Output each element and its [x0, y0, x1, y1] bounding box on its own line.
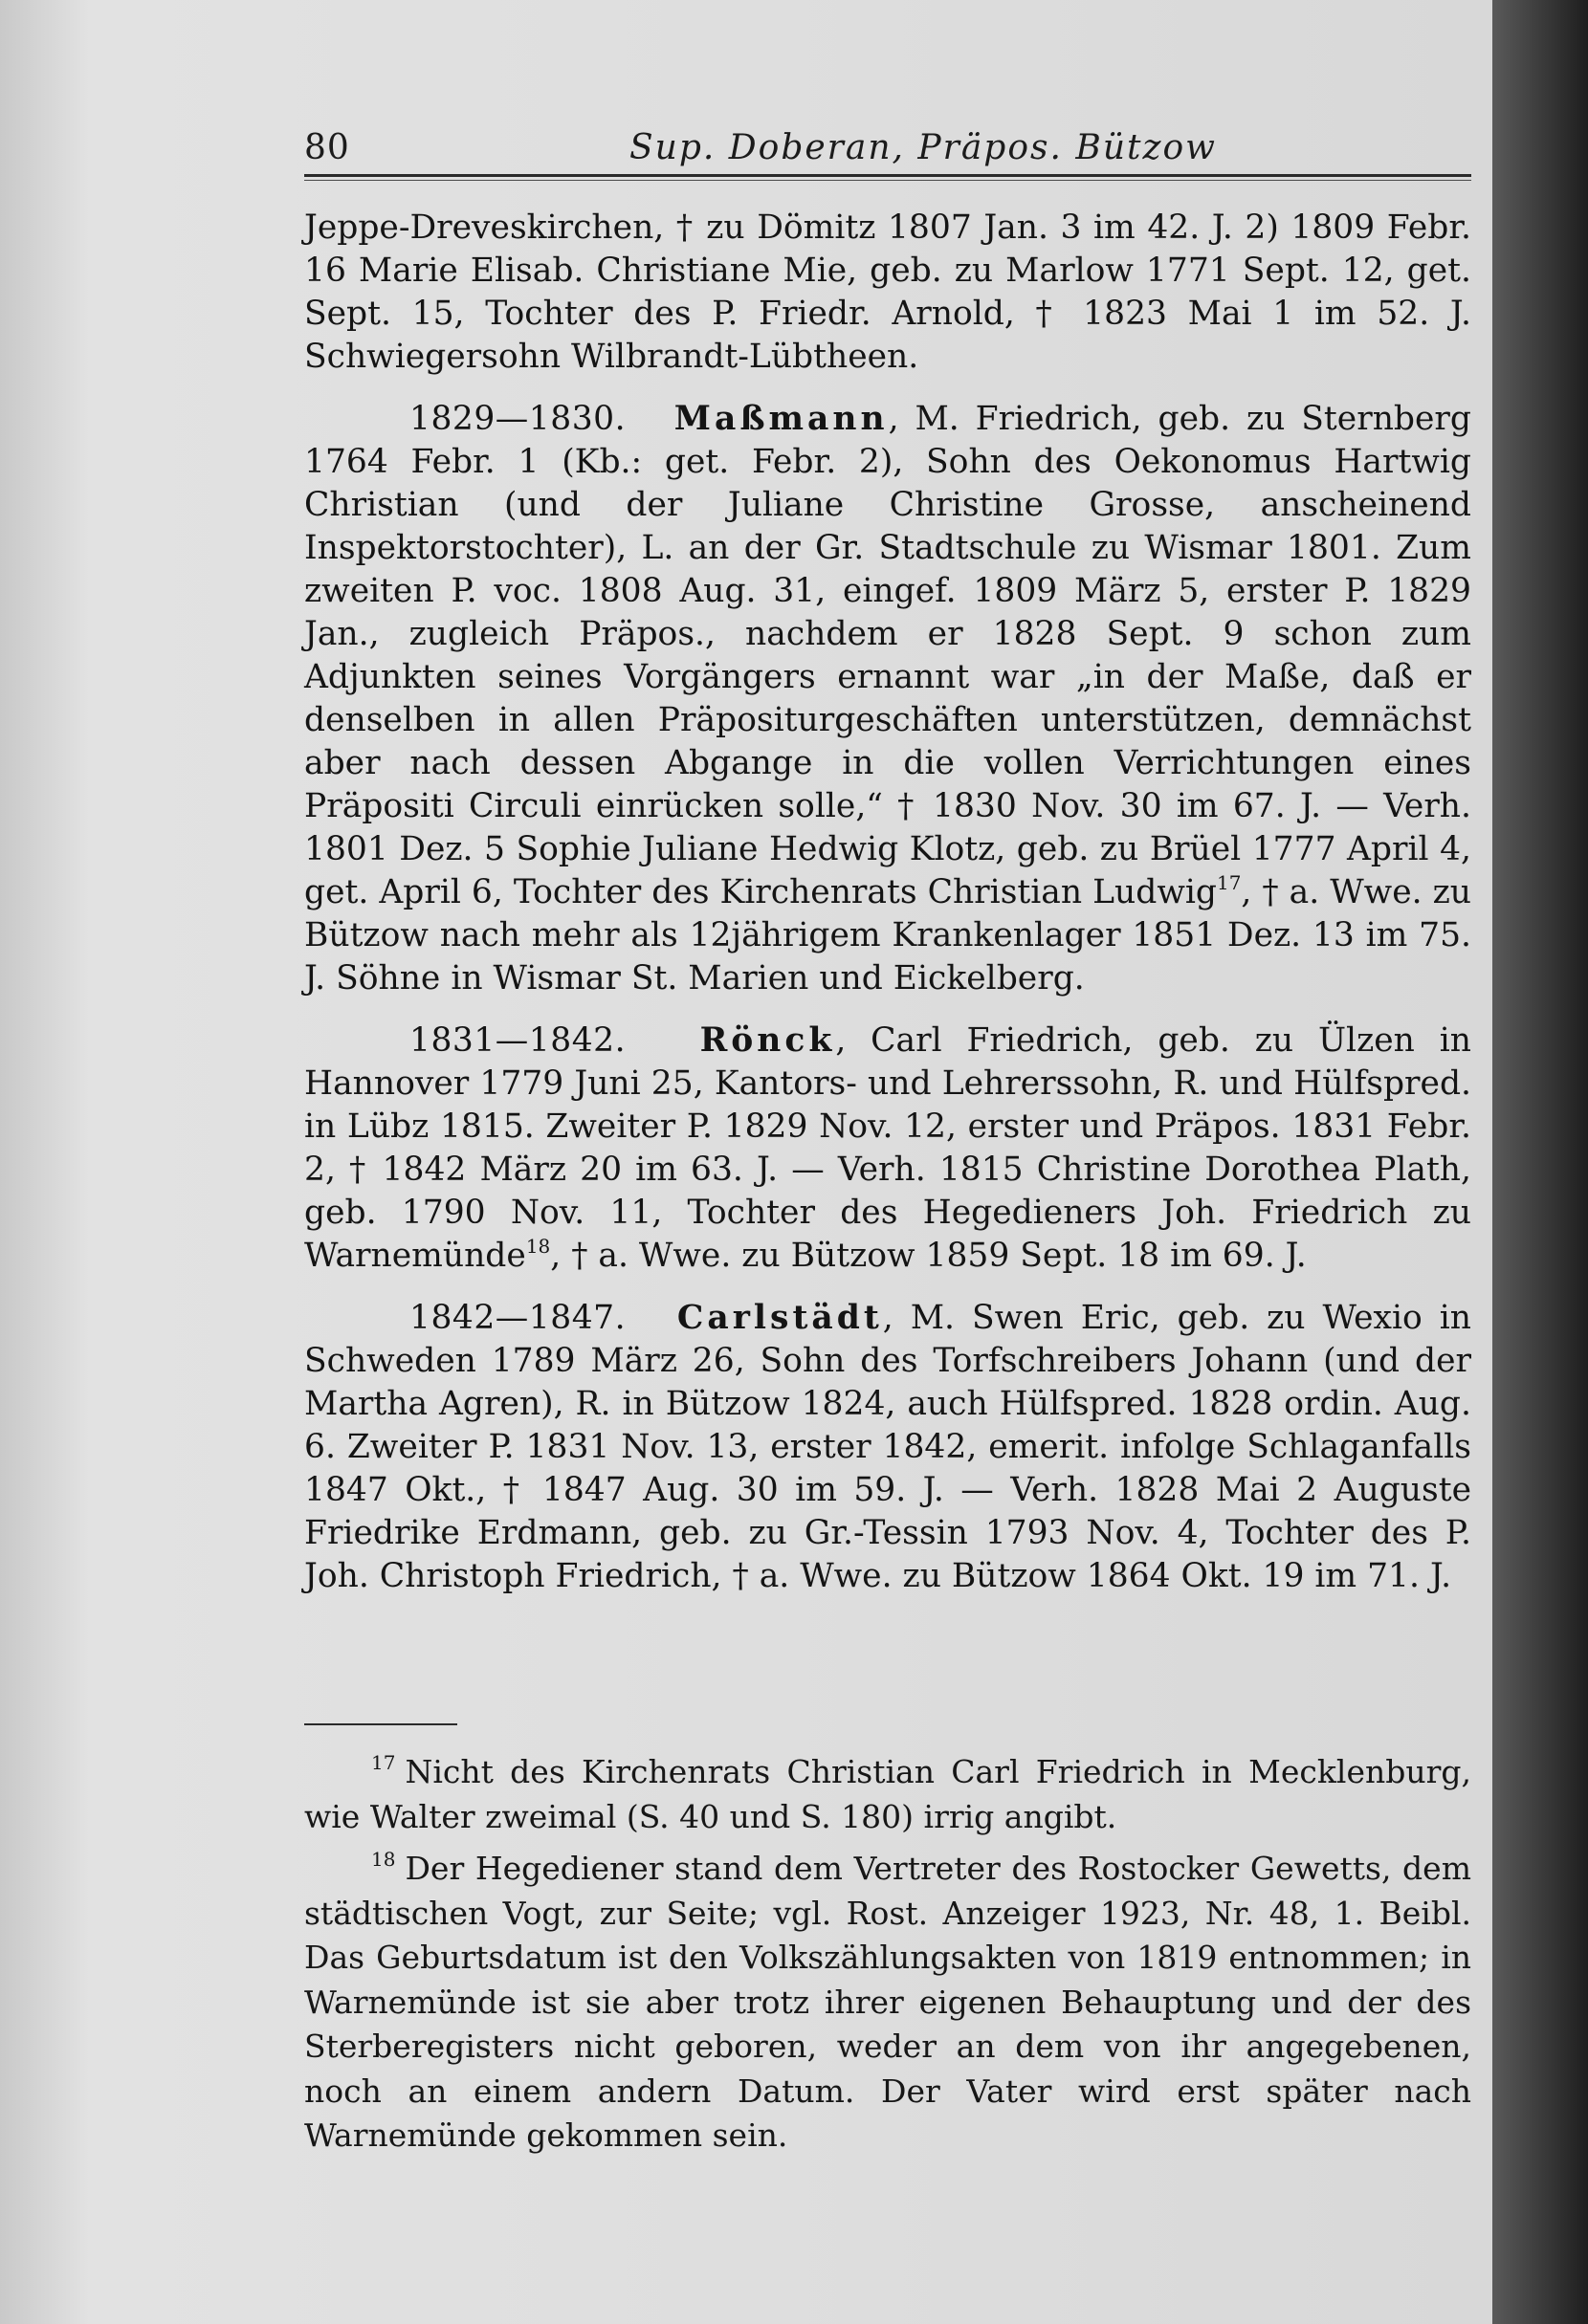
- entry-name: Rönck: [699, 1021, 836, 1060]
- main-text: [304, 207, 1471, 1598]
- continuation-paragraph: Jeppe-Dreveskirchen, † zu Dömitz 1807 Jan. 3 im 42. J. 2) 1809 Febr. 16 Marie Elisab. Christiane Mie, geb. zu Marlow 1771 Sept. 12, get. Sept. 15, Tochter des P. Friedr. Arnold, † 1823 Mai 1 im 52. J. Schwiegersohn Wilbrandt-Lübtheen.: [304, 208, 1471, 376]
- page-number: 80: [304, 128, 350, 167]
- footnote-17: [304, 1750, 1471, 1839]
- entry-years: 1831—1842.: [409, 1021, 627, 1060]
- footnotes: [304, 1750, 1471, 2166]
- entry-years: 1842—1847.: [409, 1299, 627, 1337]
- entry-years: 1829—1830.: [409, 400, 627, 438]
- footnote-18: [304, 1847, 1471, 2159]
- footnote-rule: [304, 1723, 457, 1725]
- running-title: Sup. Doberan, Präpos. Bützow: [629, 128, 1217, 167]
- entry-carlstaedt: [304, 1297, 1471, 1598]
- entry-text-continued: , † a. Wwe. zu Bützow nach mehr als 12jährigem Krankenlager 1851 Dez. 13 im 75. J. Söhne in Wismar St. Marien und Eickelberg.: [304, 873, 1471, 998]
- header-rule: [304, 174, 1471, 177]
- page-header: [304, 124, 1471, 172]
- entry-text: , M. Friedrich, geb. zu Sternberg 1764 Febr. 1 (Kb.: get. Febr. 2), Sohn des Oekonomus Hartwig Christian (und der Juliane Christine Grosse, anscheinend Inspektorstochter), L. an der Gr. Stadtschule zu Wismar 1801. Zum zweiten P. voc. 1808 Aug. 31, eingef. 1809 März 5, erster P. 1829 Jan., zugleich Präpos., nachdem er 1828 Sept. 9 schon zum Adjunkten seines Vorgängers ernannt war „in der Maße, daß er denselben in allen Präpositurgeschäften unterstützen, demnächst aber nach dessen Abgange in die vollen Verrichtungen eines Präpositi Circuli einrücken solle,“ † 1830 Nov. 30 im 67. J. — Verh. 1801 Dez. 5 Sophie Juliane Hedwig Klotz, geb. zu Brüel 1777 April 4, get. April 6, Tochter des Kirchenrats Christian Ludwig: [304, 400, 1472, 911]
- entry-text: , Carl Friedrich, geb. zu Ülzen in Hannover 1779 Juni 25, Kantors- und Lehrerssohn, R. und Hülfspred. in Lübz 1815. Zweiter P. 1829 Nov. 12, erster und Präpos. 1831 Febr. 2, † 1842 März 20 im 63. J. — Verh. 1815 Christine Dorothea Plath, geb. 1790 Nov. 11, Tochter des Hegedieners Joh. Friedrich zu Warnemünde: [304, 1021, 1471, 1275]
- entry-roenck: [304, 1019, 1471, 1278]
- footnote-reference: 17: [1216, 871, 1242, 894]
- entry-text-continued: , † a. Wwe. zu Bützow 1859 Sept. 18 im 69. J.: [550, 1237, 1307, 1275]
- footnote-text: Der Hegediener stand dem Vertreter des Rostocker Gewetts, dem städtischen Vogt, zur Seite; vgl. Rost. Anzeiger 1923, Nr. 48, 1. Beibl. Das Geburtsdatum ist den Volkszählungsakten von 1819 entnommen; in Warnemünde ist sie aber trotz ihrer eigenen Behauptung und der des Sterberegisters nicht geboren, weder an dem von ihr angegebenen, noch an einem andern Datum. Der Vater wird erst später nach Warnemünde gekommen sein.: [304, 1850, 1471, 2154]
- footnote-mark: 17: [371, 1751, 396, 1774]
- footnote-text: Nicht des Kirchenrats Christian Carl Friedrich in Mecklenburg, wie Walter zweimal (S. 40 und S. 180) irrig angibt.: [304, 1753, 1471, 1835]
- footnote-reference: 18: [525, 1235, 551, 1258]
- header-rule-thin: [304, 180, 1471, 181]
- footnote-mark: 18: [371, 1848, 396, 1871]
- scan-border: [1492, 0, 1588, 2324]
- entry-name: Carlstädt: [676, 1299, 883, 1337]
- entry-text: , M. Swen Eric, geb. zu Wexio in Schweden 1789 März 26, Sohn des Torfschreibers Johann (und der Martha Agren), R. in Bützow 1824, auch Hülfspred. 1828 ordin. Aug. 6. Zweiter P. 1831 Nov. 13, erster 1842, emerit. infolge Schlaganfalls 1847 Okt., † 1847 Aug. 30 im 59. J. — Verh. 1828 Mai 2 Auguste Friedrike Erdmann, geb. zu Gr.-Tessin 1793 Nov. 4, Tochter des P. Joh. Christoph Friedrich, † a. Wwe. zu Bützow 1864 Okt. 19 im 71. J.: [304, 1299, 1471, 1595]
- entry-massmann: [304, 398, 1471, 1000]
- entry-name: Maßmann: [673, 400, 889, 438]
